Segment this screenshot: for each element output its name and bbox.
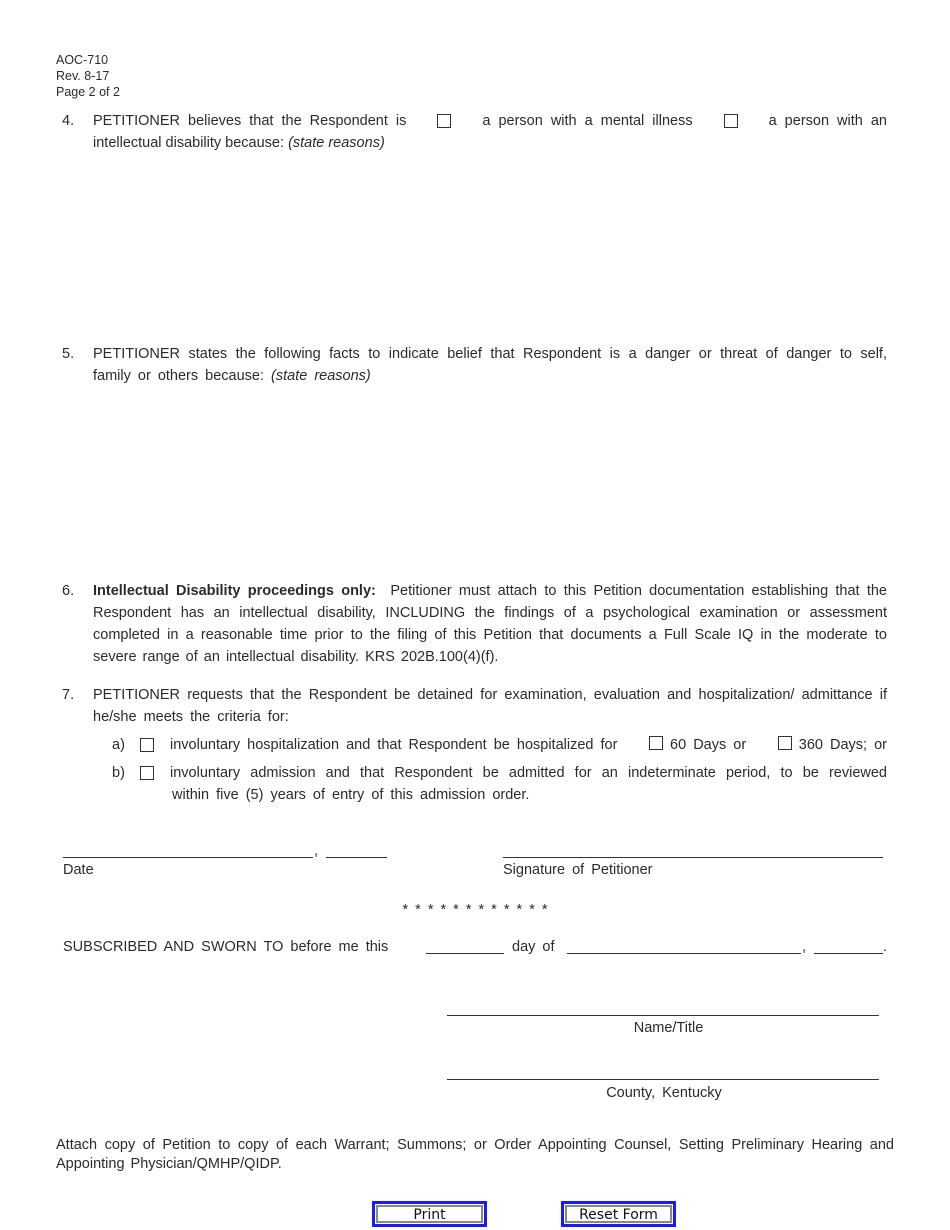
- item-7a-option-1: 60 Days or: [670, 737, 747, 753]
- sworn-text: SUBSCRIBED AND SWORN TO before me this: [63, 939, 389, 955]
- item-7a-option-2: 360 Days; or: [798, 737, 887, 753]
- item-5-number: 5.: [62, 346, 75, 362]
- item-5-text: PETITIONER states the following facts to indicate belief that Respondent is a danger or threat of danger to self, family or others because:: [93, 346, 887, 384]
- date-line[interactable]: [63, 857, 313, 858]
- item-6-bold: Intellectual Disability proceedings only:: [93, 583, 376, 599]
- form-number: AOC-710: [56, 53, 109, 67]
- item-4-option-1: a person with a mental illness: [482, 113, 693, 129]
- 360-days-checkbox[interactable]: [778, 736, 792, 750]
- item-5-reasons-field[interactable]: [93, 395, 887, 570]
- item-7b-text-1: involuntary admission and that Respondent be admitted for an indeterminate period, to be reviewed: [170, 765, 887, 781]
- involuntary-hospitalization-checkbox[interactable]: [140, 738, 154, 752]
- item-6-number: 6.: [62, 583, 75, 599]
- county-line[interactable]: [447, 1079, 879, 1080]
- reset-form-button-label: Reset Form: [565, 1205, 672, 1223]
- date-label: Date: [63, 862, 94, 878]
- date-comma: ,: [314, 843, 319, 859]
- sworn-year-line[interactable]: [814, 953, 883, 954]
- item-7-text: PETITIONER requests that the Respondent be detained for examination, evaluation and hospitalization/ admittance if he/she meets the criteria for:: [93, 687, 887, 725]
- sworn-period: .: [883, 939, 888, 955]
- sworn-day-line[interactable]: [426, 953, 504, 954]
- item-7b-text-2: within five (5) years of entry of this admission order.: [172, 787, 530, 803]
- item-6-text: Petitioner must attach to this Petition documentation establishing that the Respondent has an intellectual disability, INCLUDING the findings of a psychological examination or assessment completed in a reasonable time prior to the filing of this Petition that documents a Full Scale IQ in the moderate to severe range of an intellectual disability. KRS 202B.100(4)(f).: [93, 583, 887, 665]
- item-4-text-a: PETITIONER believes that the Respondent is: [93, 113, 407, 129]
- item-4-option-2: a person with an: [768, 113, 887, 129]
- name-title-label: Name/Title: [633, 1020, 704, 1036]
- sworn-month-line[interactable]: [567, 953, 801, 954]
- item-7a: [112, 734, 887, 756]
- signature-line[interactable]: [503, 857, 883, 858]
- mental-illness-checkbox[interactable]: [437, 114, 451, 128]
- item-4-number: 4.: [62, 113, 75, 129]
- page-indicator: Page 2 of 2: [56, 85, 120, 99]
- item-7a-label: a): [112, 737, 125, 753]
- item-7b-label: b): [112, 765, 125, 781]
- item-4-hint: (state reasons): [288, 135, 385, 151]
- print-button-label: Print: [376, 1205, 483, 1223]
- sworn-day-of: day of: [512, 939, 555, 955]
- print-button[interactable]: [372, 1201, 487, 1227]
- name-title-line[interactable]: [447, 1015, 879, 1016]
- item-7b: [112, 762, 887, 784]
- form-revision: Rev. 8-17: [56, 69, 110, 83]
- intellectual-disability-checkbox[interactable]: [724, 114, 738, 128]
- year-line[interactable]: [326, 857, 387, 858]
- item-4-text-b: intellectual disability because:: [93, 135, 285, 151]
- item-5: [93, 343, 887, 387]
- involuntary-admission-checkbox[interactable]: [140, 766, 154, 780]
- item-5-hint: (state reasons): [271, 368, 371, 384]
- county-label: County, Kentucky: [606, 1085, 722, 1101]
- 60-days-checkbox[interactable]: [649, 736, 663, 750]
- item-7-number: 7.: [62, 687, 75, 703]
- item-4: [93, 110, 887, 154]
- sworn-comma: ,: [802, 939, 807, 955]
- separator-stars: * * * * * * * * * * * *: [402, 902, 548, 918]
- reset-form-button[interactable]: [561, 1201, 676, 1227]
- item-7a-text: involuntary hospitalization and that Respondent be hospitalized for: [170, 737, 618, 753]
- item-4-reasons-field[interactable]: [93, 160, 887, 330]
- signature-label: Signature of Petitioner: [503, 862, 653, 878]
- footer-note: Attach copy of Petition to copy of each Warrant; Summons; or Order Appointing Counsel, Setting Preliminary Hearing and Appointing Physician/QMHP/QIDP.: [56, 1137, 894, 1172]
- item-6: [93, 580, 887, 668]
